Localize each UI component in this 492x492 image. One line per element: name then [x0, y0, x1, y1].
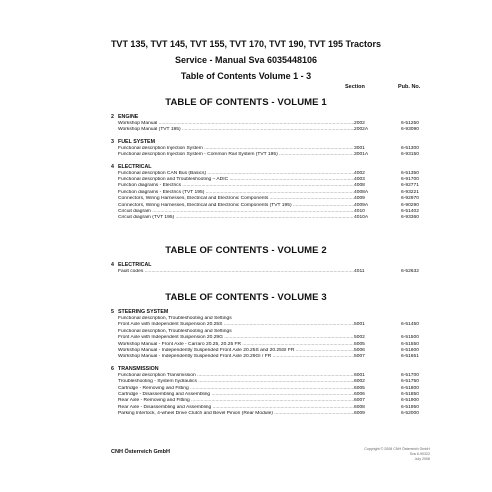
entry-description: Rear Axle - Disassembling and Assembling ..... [118, 405, 354, 411]
entry-pub-number: 6-52632 [401, 269, 419, 274]
entry-pub-number: 6-51950 [401, 404, 419, 410]
toc-entry [111, 127, 451, 133]
toc-section [111, 262, 451, 275]
entry-section-code: 2002 [354, 121, 396, 127]
entry-section-code: 4011 [354, 269, 396, 275]
entry-section-code: 2002A [354, 127, 396, 133]
entry-section-code: 4010 [354, 209, 396, 215]
entry-description: Workshop Manual - Front Axle - Carraro 20.25, 20.25 FR ..... [118, 342, 354, 348]
toc-entry [111, 215, 451, 221]
volume-1-title: TABLE OF CONTENTS - VOLUME 1 [165, 97, 327, 108]
entry-section-code: 6008 [354, 405, 396, 411]
section-heading [111, 164, 451, 171]
section-number: 4 [111, 163, 114, 170]
section-heading [111, 262, 451, 269]
volume-3-title: TABLE OF CONTENTS - VOLUME 3 [165, 292, 327, 303]
section-name: STEERING SYSTEM [118, 309, 169, 315]
entry-pub-number: 6-51402 [401, 208, 419, 214]
entry-pub-number: 6-51300 [401, 145, 419, 151]
entry-pub-number: 6-92771 [401, 183, 419, 189]
section-number: 3 [111, 138, 114, 145]
section-heading [111, 366, 451, 373]
toc-entry [111, 411, 451, 417]
entry-section-code: 4002 [354, 171, 396, 177]
section-number: 6 [111, 365, 114, 372]
toc-heading: Table of Contents Volume 1 - 3 [180, 71, 312, 81]
entry-description: Connectors, Wiring Harnesses, Electrical and Electronic Components (TVT 195) ..... [118, 203, 354, 209]
entry-description: Workshop Manual ..... [118, 121, 354, 127]
volume-1-sections [111, 114, 451, 227]
toc-section [111, 114, 451, 134]
entry-description: Circuit diagram ..... [118, 209, 354, 215]
publication-date: July 2008 [414, 457, 430, 461]
entry-description: Functional description and Troubleshooting – ADIC ..... [118, 177, 354, 183]
entry-description: Cartridge - Disassembling and Assembling ..... [118, 392, 354, 398]
document-subtitle: Service - Manual Sva 6035448106 [174, 55, 318, 65]
entry-description: Cartridge - Removing and Fitting ..... [118, 386, 354, 392]
copyright-block [364, 447, 430, 462]
entry-section-code: 3001 [354, 146, 396, 152]
entry-description: Functional description, Troubleshooting and Settings [118, 316, 232, 321]
entry-pub-number: 6-91700 [401, 176, 419, 182]
entry-description: Front Axle with Independent Suspension 20.25S ..... [118, 322, 354, 328]
entry-section-code: 5006 [354, 348, 396, 354]
entry-pub-number: 6-93090 [401, 127, 419, 133]
entry-pub-number: 6-51550 [401, 341, 419, 347]
entry-section-code: 3001A [354, 152, 396, 158]
column-header-section: Section [345, 84, 365, 90]
entry-pub-number: 6-51450 [401, 322, 419, 328]
entry-pub-number: 6-51800 [401, 385, 419, 391]
entry-pub-number: 6-51850 [401, 391, 419, 397]
entry-description: Front Axle with Independent Suspension 20.29G ..... [118, 335, 354, 341]
entry-section-code: 5005 [354, 342, 396, 348]
entry-description: Functional description Injection System ..... [118, 146, 354, 152]
entry-description: Parking Interlock, 4-wheel Drive Clutch and Bevel Pinion (Rear Module) ..... [118, 411, 354, 417]
entry-description: Workshop Manual - Independently Suspended Front Axle 20.25S and 20.25SI FR ..... [118, 348, 354, 354]
entry-description: Fault codes ..... [118, 269, 354, 275]
entry-pub-number: 6-51500 [401, 335, 419, 341]
entry-section-code: 5007 [354, 354, 396, 360]
entry-section-code: 4008A [354, 190, 396, 196]
section-number: 4 [111, 262, 114, 268]
entry-description: Troubleshooting - System hydraulics ..... [118, 379, 354, 385]
entry-description: Workshop Manual (TVT 195) ..... [118, 127, 354, 133]
entry-description: Functional description Injection System - Common Rail System (TVT 195) ..... [118, 152, 354, 158]
entry-pub-number: 6-51350 [401, 170, 419, 176]
entry-pub-number: 6-52000 [401, 411, 419, 417]
sva-number: Sva 6-90322 [409, 452, 430, 456]
entry-pub-number: 6-51651 [401, 354, 419, 360]
toc-section [111, 366, 451, 418]
section-heading [111, 139, 451, 146]
volume-2-title: TABLE OF CONTENTS - VOLUME 2 [165, 245, 327, 256]
document-title: TVT 135, TVT 145, TVT 155, TVT 170, TVT 190, TVT 195 Tractors [110, 39, 382, 49]
entry-section-code: 4010A [354, 215, 396, 221]
volume-3-sections [111, 309, 451, 422]
entry-description: Functional description CAN Bus (Basics) ..... [118, 171, 354, 177]
entry-section-code: 4008 [354, 183, 396, 189]
entry-section-code: 6005 [354, 386, 396, 392]
toc-section [111, 139, 451, 159]
toc-section [111, 309, 451, 361]
toc-entry [111, 152, 451, 158]
entry-pub-number: 6-93360 [401, 215, 419, 221]
toc-entry [111, 269, 451, 275]
section-name: ELECTRICAL [118, 262, 152, 268]
entry-section-code: 4009 [354, 196, 396, 202]
entry-section-code: 6006 [354, 392, 396, 398]
entry-section-code: 6009 [354, 411, 396, 417]
entry-section-code: 6007 [354, 398, 396, 404]
entry-description: Function diagrams - Electrics (TVT 195) ..... [118, 190, 354, 196]
section-name: TRANSMISSION [118, 365, 159, 372]
section-name: ENGINE [118, 114, 139, 120]
entry-description: Functional description Transmission ..... [118, 373, 354, 379]
section-heading [111, 309, 451, 316]
entry-section-code: 6002 [354, 379, 396, 385]
entry-section-code: 5001 [354, 322, 396, 328]
company-name: CNH Österreich GmbH [111, 449, 170, 455]
entry-pub-number: 6-51600 [401, 347, 419, 353]
entry-pub-number: 6-93221 [401, 189, 419, 195]
entry-description: Function diagrams - Electrics ..... [118, 183, 354, 189]
entry-section-code: 6001 [354, 373, 396, 379]
volume-2-sections [111, 262, 451, 280]
entry-pub-number: 6-90290 [401, 202, 419, 208]
entry-section-code: 4009A [354, 203, 396, 209]
toc-section [111, 164, 451, 222]
entry-description: Connectors, Wiring Harnesses, Electrical and Electronic Components ..... [118, 196, 354, 202]
column-header-pub-no: Pub. No. [398, 84, 421, 90]
entry-pub-number: 6-51250 [401, 121, 419, 126]
entry-description: Workshop Manual - Independently Suspended Front Axle 20.29GI / FR ..... [118, 354, 354, 360]
entry-description: Functional description, Troubleshooting and Settings [118, 328, 232, 334]
entry-section-code: 5002 [354, 335, 396, 341]
entry-pub-number: 6-92970 [401, 196, 419, 202]
entry-pub-number: 6-51700 [401, 372, 419, 378]
entry-section-code: 4003 [354, 177, 396, 183]
section-number: 2 [111, 114, 114, 120]
section-number: 5 [111, 309, 114, 315]
toc-entry [111, 354, 451, 360]
entry-pub-number: 6-51900 [401, 398, 419, 404]
entry-pub-number: 6-51750 [401, 379, 419, 385]
section-name: ELECTRICAL [118, 163, 152, 170]
entry-description: Rear Axle - Removing and Fitting ..... [118, 398, 354, 404]
entry-pub-number: 6-93150 [401, 152, 419, 158]
section-heading [111, 114, 451, 121]
copyright-line: Copyright © 2008 CNH Österreich GmbH [364, 447, 430, 451]
entry-description: Circuit diagram (TVT 195) ..... [118, 215, 354, 221]
section-name: FUEL SYSTEM [118, 138, 155, 145]
